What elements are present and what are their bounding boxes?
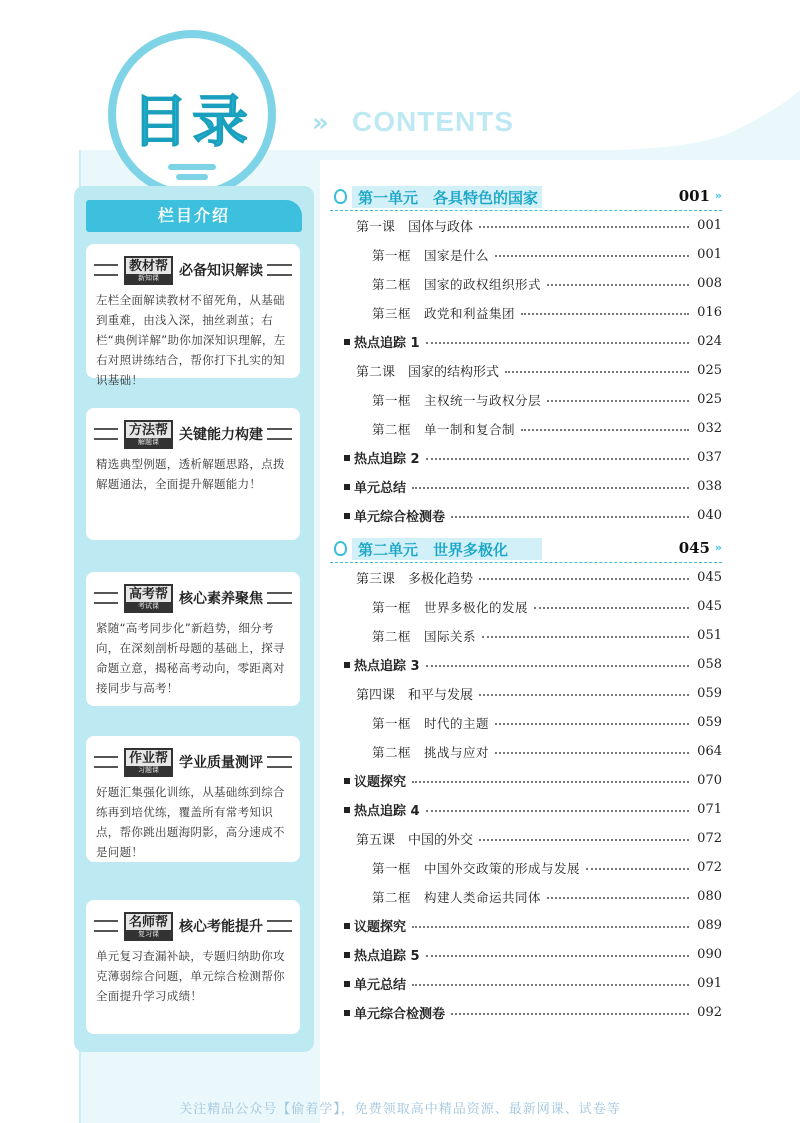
badge-main: 作业帮 bbox=[129, 750, 169, 766]
dot-leader bbox=[495, 752, 689, 754]
entry-page: 059 bbox=[697, 686, 722, 701]
unit-title: 第一单元 各具特色的国家 bbox=[358, 189, 539, 207]
bullet-square-icon bbox=[344, 1010, 350, 1016]
feature-card bbox=[86, 900, 300, 1034]
badge-main: 方法帮 bbox=[129, 422, 169, 438]
card-description: 左栏全面解读教材不留死角，从基础到重难，由浅入深，抽丝剥茧；右栏“典例详解”助你加深知识理解，左右对照讲练结合，帮你打下扎实的知识基础！ bbox=[96, 293, 286, 387]
card-header bbox=[94, 584, 292, 612]
badge-sub: 解题课 bbox=[126, 438, 171, 447]
entry-label: 热点追踪 4 bbox=[354, 804, 420, 819]
dot-leader bbox=[479, 578, 689, 580]
toc-frame-entry[interactable] bbox=[330, 882, 722, 911]
badge-sub: 复习课 bbox=[126, 930, 171, 939]
divider-lines bbox=[94, 428, 118, 440]
dot-leader bbox=[521, 429, 689, 431]
entry-label: 第二课 国家的结构形式 bbox=[356, 365, 500, 380]
divider-lines bbox=[267, 264, 292, 276]
entry-label: 议题探究 bbox=[354, 920, 407, 935]
entry-page: 045 bbox=[697, 599, 722, 614]
toc-section-entry[interactable] bbox=[330, 766, 722, 795]
entry-label: 第四课 和平与发展 bbox=[356, 688, 474, 703]
toc-section-entry[interactable] bbox=[330, 911, 722, 940]
card-title: 学业质量测评 bbox=[179, 755, 264, 771]
contents-label: CONTENTS bbox=[352, 106, 514, 137]
entry-page: 025 bbox=[697, 363, 722, 378]
entry-page: 072 bbox=[697, 831, 722, 846]
dot-leader bbox=[586, 868, 689, 870]
toc-section-entry[interactable] bbox=[330, 327, 722, 356]
dot-leader bbox=[534, 607, 689, 609]
entry-page: 090 bbox=[697, 947, 722, 962]
divider-lines bbox=[267, 920, 292, 932]
toc-frame-entry[interactable] bbox=[330, 621, 722, 650]
card-description: 精选典型例题，透析解题思路，点拨解题通法，全面提升解题能力！ bbox=[96, 457, 285, 491]
toc-lesson-entry[interactable] bbox=[330, 824, 722, 853]
toc-section-entry[interactable] bbox=[330, 443, 722, 472]
unit-page: 001 bbox=[678, 187, 710, 205]
lightbulb-icon bbox=[334, 541, 347, 556]
divider-lines bbox=[94, 756, 118, 768]
card-title: 关键能力构建 bbox=[179, 427, 264, 443]
badge-sub: 习题课 bbox=[126, 766, 171, 775]
lightbulb-icon bbox=[334, 189, 347, 204]
dot-leader bbox=[547, 897, 689, 899]
toc-section-entry[interactable] bbox=[330, 969, 722, 998]
entry-label: 第一框 国家是什么 bbox=[372, 247, 490, 263]
dot-leader bbox=[412, 781, 689, 783]
entry-label: 第二框 国家的政权组织形式 bbox=[372, 276, 542, 292]
card-header bbox=[94, 256, 292, 284]
entry-page: 045 bbox=[697, 570, 722, 585]
card-badge bbox=[124, 912, 173, 941]
bullet-square-icon bbox=[344, 455, 350, 461]
entry-label: 第三框 政党和利益集团 bbox=[372, 305, 516, 321]
unit-page: 045 bbox=[678, 539, 710, 557]
divider-lines bbox=[94, 264, 118, 276]
entry-label: 热点追踪 1 bbox=[354, 336, 420, 351]
bullet-square-icon bbox=[344, 513, 350, 519]
card-header bbox=[94, 912, 292, 940]
bullet-square-icon bbox=[344, 662, 350, 668]
bullet-square-icon bbox=[344, 778, 350, 784]
page-title: 目录 bbox=[132, 90, 252, 155]
dot-leader bbox=[412, 926, 689, 928]
toc-lesson-entry[interactable] bbox=[330, 211, 722, 240]
entry-label: 热点追踪 2 bbox=[354, 452, 420, 467]
toc-section-entry[interactable] bbox=[330, 650, 722, 679]
entry-label: 第三课 多极化趋势 bbox=[356, 572, 474, 587]
entry-label: 热点追踪 5 bbox=[354, 949, 420, 964]
entry-page: 080 bbox=[697, 889, 722, 904]
dot-leader bbox=[426, 955, 690, 957]
feature-card bbox=[86, 736, 300, 862]
toc-frame-entry[interactable] bbox=[330, 240, 722, 269]
entry-label: 第二框 构建人类命运共同体 bbox=[372, 889, 542, 905]
entry-page: 008 bbox=[697, 276, 722, 291]
dot-leader bbox=[479, 694, 689, 696]
toc-frame-entry[interactable] bbox=[330, 708, 722, 737]
dot-leader bbox=[451, 516, 689, 518]
bullet-square-icon bbox=[344, 981, 350, 987]
entry-label: 单元总结 bbox=[354, 978, 407, 993]
table-of-contents bbox=[330, 178, 722, 1027]
dot-leader bbox=[426, 458, 690, 460]
entry-page: 001 bbox=[697, 218, 722, 233]
dot-leader bbox=[505, 371, 689, 373]
toc-section-entry[interactable] bbox=[330, 940, 722, 969]
toc-frame-entry[interactable] bbox=[330, 737, 722, 766]
entry-page: 092 bbox=[697, 1005, 722, 1020]
bullet-square-icon bbox=[344, 484, 350, 490]
toc-frame-entry[interactable] bbox=[330, 853, 722, 882]
card-description: 紧随“高考同步化”新趋势，细分考向，在深刻剖析母题的基础上，探寻命题立意，揭秘高考动向，零距离对接同步与高考！ bbox=[96, 621, 285, 695]
toc-frame-entry[interactable] bbox=[330, 269, 722, 298]
chevron-right-icon: » bbox=[714, 189, 722, 202]
entry-label: 第二框 单一制和复合制 bbox=[372, 421, 516, 437]
divider-lines bbox=[267, 428, 292, 440]
divider-lines bbox=[94, 920, 118, 932]
entry-page: 058 bbox=[697, 657, 722, 672]
dot-leader bbox=[479, 839, 689, 841]
entry-page: 091 bbox=[697, 976, 722, 991]
entry-label: 热点追踪 3 bbox=[354, 659, 420, 674]
entry-label: 第一框 主权统一与政权分层 bbox=[372, 392, 542, 408]
entry-page: 089 bbox=[697, 918, 722, 933]
entry-page: 040 bbox=[697, 508, 722, 523]
toc-frame-entry[interactable] bbox=[330, 414, 722, 443]
lightbulb-base bbox=[176, 174, 208, 180]
bullet-square-icon bbox=[344, 923, 350, 929]
bullet-square-icon bbox=[344, 807, 350, 813]
divider-lines bbox=[267, 756, 292, 768]
entry-label: 第一课 国体与政体 bbox=[356, 220, 474, 235]
dot-leader bbox=[482, 636, 689, 638]
unit-title: 第二单元 世界多极化 bbox=[358, 541, 509, 559]
card-badge bbox=[124, 584, 173, 613]
dot-leader bbox=[412, 487, 689, 489]
toc-lesson-entry[interactable] bbox=[330, 679, 722, 708]
entry-page: 025 bbox=[697, 392, 722, 407]
feature-card bbox=[86, 244, 300, 387]
entry-page: 071 bbox=[697, 802, 722, 817]
card-badge bbox=[124, 256, 173, 285]
card-title: 核心素养聚焦 bbox=[179, 591, 264, 607]
lightbulb-base bbox=[168, 164, 216, 170]
entry-label: 第五课 中国的外交 bbox=[356, 833, 474, 848]
card-description: 单元复习查漏补缺，专题归纳助你攻克薄弱综合问题，单元综合检测帮你全面提升学习成绩！ bbox=[96, 949, 285, 1003]
toc-section-entry[interactable] bbox=[330, 472, 722, 501]
badge-main: 高考帮 bbox=[129, 586, 169, 602]
unit-heading[interactable] bbox=[330, 182, 722, 211]
toc-frame-entry[interactable] bbox=[330, 298, 722, 327]
entry-label: 第二框 挑战与应对 bbox=[372, 744, 490, 760]
feature-card bbox=[86, 572, 300, 706]
toc-section-entry[interactable] bbox=[330, 501, 722, 530]
card-header bbox=[94, 420, 292, 448]
card-title: 必备知识解读 bbox=[179, 263, 264, 279]
dot-leader bbox=[495, 255, 689, 257]
entry-page: 016 bbox=[697, 305, 722, 320]
entry-page: 024 bbox=[697, 334, 722, 349]
entry-label: 单元综合检测卷 bbox=[354, 1007, 446, 1022]
dot-leader bbox=[521, 313, 689, 315]
entry-label: 单元总结 bbox=[354, 481, 407, 496]
feature-card bbox=[86, 408, 300, 540]
dot-leader bbox=[479, 226, 689, 228]
entry-page: 059 bbox=[697, 715, 722, 730]
entry-page: 072 bbox=[697, 860, 722, 875]
badge-main: 名师帮 bbox=[129, 914, 169, 930]
dot-leader bbox=[412, 984, 689, 986]
entry-page: 038 bbox=[697, 479, 722, 494]
entry-page: 001 bbox=[697, 247, 722, 262]
entry-page: 037 bbox=[697, 450, 722, 465]
entry-label: 第一框 中国外交政策的形成与发展 bbox=[372, 860, 581, 876]
card-header bbox=[94, 748, 292, 776]
entry-label: 单元综合检测卷 bbox=[354, 510, 446, 525]
toc-frame-entry[interactable] bbox=[330, 592, 722, 621]
card-description: 好题汇集强化训练，从基础练到综合练再到培优练，覆盖所有常考知识点，帮你跳出题海阴影，高分速成不是问题！ bbox=[96, 785, 285, 859]
toc-frame-entry[interactable] bbox=[330, 385, 722, 414]
bullet-square-icon bbox=[344, 952, 350, 958]
dot-leader bbox=[547, 400, 689, 402]
divider-lines bbox=[267, 592, 292, 604]
footer-note: 关注精品公众号【偷着学】，免费领取高中精品资源、最新网课、试卷等 bbox=[179, 1102, 621, 1117]
unit-heading[interactable] bbox=[330, 534, 722, 563]
bullet-square-icon bbox=[344, 339, 350, 345]
entry-label: 第一框 时代的主题 bbox=[372, 715, 490, 731]
toc-lesson-entry[interactable] bbox=[330, 356, 722, 385]
sidebar-heading: 栏目介绍 bbox=[86, 200, 302, 232]
card-title: 核心考能提升 bbox=[179, 919, 264, 935]
card-badge bbox=[124, 420, 173, 449]
toc-section-entry[interactable] bbox=[330, 998, 722, 1027]
entry-label: 第一框 世界多极化的发展 bbox=[372, 599, 529, 615]
dot-leader bbox=[495, 723, 689, 725]
chevron-right-icon: » bbox=[714, 541, 722, 554]
double-chevron-icon: » bbox=[312, 108, 323, 138]
entry-page: 064 bbox=[697, 744, 722, 759]
entry-label: 第二框 国际关系 bbox=[372, 628, 477, 644]
entry-page: 051 bbox=[697, 628, 722, 643]
dot-leader bbox=[451, 1013, 689, 1015]
dot-leader bbox=[547, 284, 689, 286]
card-badge bbox=[124, 748, 173, 777]
dot-leader bbox=[426, 665, 690, 667]
divider-lines bbox=[94, 592, 118, 604]
entry-page: 032 bbox=[697, 421, 722, 436]
entry-label: 议题探究 bbox=[354, 775, 407, 790]
toc-lesson-entry[interactable] bbox=[330, 563, 722, 592]
dot-leader bbox=[426, 810, 690, 812]
badge-sub: 新知课 bbox=[126, 274, 171, 283]
toc-section-entry[interactable] bbox=[330, 795, 722, 824]
badge-main: 教材帮 bbox=[129, 258, 169, 274]
entry-page: 070 bbox=[697, 773, 722, 788]
dot-leader bbox=[426, 342, 690, 344]
badge-sub: 考试课 bbox=[126, 602, 171, 611]
